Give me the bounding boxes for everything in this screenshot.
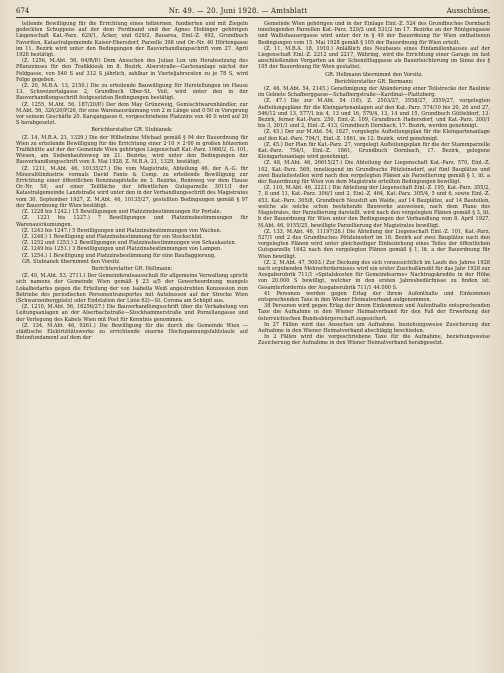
issue-line: Nr. 49. — 20. Juni 1928. — Amtsblatt xyxy=(168,7,308,15)
section-heading: GR. Hellmann übernimmt den Vorsitz. xyxy=(325,71,423,78)
paragraph: (Z. 1243 bis 1247.) 5 Bewilligungen und Platzzinsbestimmungen von Wachen. xyxy=(22,227,222,234)
paragraph: (Z. 2, M.Abt. 47, 5003.) Zur Deckung des sich voraussichtlich im Laufe des Jahres 1928 nach ergebenden Mehrerfordernisses wird ein erster Zuschußkredit für das Jahr 1928 zur Ausgabsrubrik 711/1 »Spitalskosten für Gemeindearme« Nachtragskredite in der Höhe von 20.000 S bewilligt, welcher in den ersten Jahresbedürfnisse zu finden ist: Gesamterfordernis der Ausgabsrubrik 711/1 44.000 S. xyxy=(258,259,490,291)
paragraph: (Z. 1254.) 1 Bewilligung und Platzzinsbestimmung für eine Bauflaggierung. xyxy=(22,252,216,259)
paragraph: (Z. 45.) Der Plan für Kat.-Parz. 27, vorgelegt Aufteilungsplan für die der Stammparzelle Kat.-Parz. 754/1, Einl.-Z. 1861, Grundbuch Dornbach, 17. Bezirk, gelegene Kleingartenanlage wird genehmigt. xyxy=(258,141,490,161)
paragraph: (Z. 1228 bis 1242.) 15 Bewilligungen und Platzzinsbestimmungen für Portale. xyxy=(22,209,222,216)
paragraph: In 27 Fällen wird das Ansuchen um Aufnahme, beziehungsweise Zusicherung der Aufnahme in den Wiener Heimatverband abschlägig beschieden. xyxy=(258,321,490,334)
paragraph: 41 Personen werden gegen Erlag der ihrem Aufenthalte und Einkommen entsprechenden Taxe in den Wiener Heimatverband aufgenommen. xyxy=(258,290,490,303)
page-number: 674 xyxy=(16,7,30,15)
paragraph: (Z. 20, M.B.A. 13, 2150.) Die zu erteilende Bauwilligung für Herstellungen im Hause 13. Schweizertalgasse 2, Grundbuch Ober-St. Veit, wird unter den in der Bauverhandlungsschrift festgesetzten Bedingungen bestätigt. xyxy=(16,83,248,102)
left-column xyxy=(16,21,248,671)
section-heading: Berichterstatter GR. Hellmann: xyxy=(91,265,173,272)
paragraph: (Z. 133, M.Abt. 46, 11197/26.) Die Abteilung der Liegenschaft Einl.-Z. 101, Kat.-Parz. 527/1 und 2 des Grundbuches Pötzleinsdorf im 18. Bezirk auf zwei Bauplätze nach den vorgelegten Plänen wird unter gleichzeitiger Einbeziehung eines Teiles der öffentlichen Gutsparzelle 1642 nach den vorgelegten Plänen gemäß § 1, lit. a der Bauordnung für Wien bewilligt. xyxy=(258,228,490,260)
paragraph: (Z. 134, M.Abt. 46, 9261.) Die Bewilligung für die durch die Gemeinde Wien — städtische Elektrizitätswerke zu errichtende eiserne Hochspannungsfahtslaule auf Betonfundament auf dem der xyxy=(16,322,248,342)
paragraph: (Z. 110, M.Abt. 46, 2221.) Die Abteilung der Liegenschaft Einl.-Z. 195, Kat.-Parz. 355/2, 7, 8 und 11, Kat.-Parz. 306/1 und 2, Einl.-Z. 464, Kat.-Parz. 305/4, 5 und 6, sowie Einl.-Z. 453, Kat.-Parz. 305/8, Grundbuch Neustift am Walde, auf 14 Bauplätze, auf 14 Bauteilen, welche als solche schon bestehende Bauwerke ausweisen, nach dem Plane des Magistrates, der Parzellierung darstellt, wird nach den vorgelegten Plänen gemäß § 3, lit. b der Bauordnung für Wien unter den Bedingungen der Verhandlung vom 8. April 1927, M.Abt. 46, 9155/25, bewilligte Parzellierung der Magistrates bewilligt. xyxy=(258,185,490,229)
paragraph: (Z. 1210, M.Abt. 56, 16256/27.) Die Bauverhandlungsschrift über die Verkabelung von Leitungsanlagen an der Alserbachstraße—Stockhammerstraße und Porzellangasse und der Verlegung des Kabels Wien mit Post für Kenntnis genommen. xyxy=(16,304,248,323)
paragraph: (Z. 40, M.Abt. 53, 2711.) Der Gemeinderatsausschuß für allgemeine Verwaltung spricht sich namens der Gemeinde Wien gemäß § 23 a/5 der Gewerbeordnung mangels Lokalbedarfes gegen die Erteilung der von Isabella Weiß angestrebten Konzession zum Betriebe des periodischen Personentransportes mit Autobussen auf der Strecke Wien (Schwarzenbergplatz) oder Endstation der Linie 62)—St. Corona am Schöpfl aus. xyxy=(16,273,248,304)
paragraph: (Z. 45.) Der zur M.Abt. 54, 1827, vorgelegte Aufteilungsplan für die Kleingartenanlage auf den Kat.-Parz. 704/1, Einl.-Z. 1861, im 12. Bezirk, wird genehmigt. xyxy=(258,129,490,142)
paragraph: (Z. 1211, M.Abt. 46, 10135/27.) Die vom Magistrate, Abteilung 46, der A.-G. für Mineralölindustrie vormals David Fanto & Comp. zu erteilende Bewilligung zur Errichtung einer öffentlichen Benzinzapfstelle im 3. Bezirke, Rennweg vor dem Hause Or.-Nr. 50, auf einer Teilfläche der öffentlichen Gutsparzelle 3011/1 der Katastralgemeinde Landstraße wird unter den in der Verhandlungsschrift des Magistrates vom 30. September 1927, Z. M.Abt. 46, 10135/27, gestellten Bedingungen gemäß § 97 der Bauordnung für Wien bestätigt. xyxy=(16,165,248,209)
paragraph: (Z. 1255, M.Abt. 56, 187/20/P.) Der dem May Grünzweig, Gemischtwarenhändler, zur M.Abt. 56, 326/20/P/26, für eine Warenausräumung von 2 m Länge und 0·50 m Vorsprung vor seinem Geschäfte 20. Karajangasse 6, vorgeschriebene Platzzins von 40 S wird auf 20 S herabgesetzt. xyxy=(16,101,248,127)
paragraph: (Z. 11, M.B.A. 18, 1910.) Anläßlich des Neubaues eines Einfamilienhauses auf der Liegenschaft Einl.-Z. 2212 und 2217, Währing, wird die Errichtung einer Garage im fast anschließenden Vorgarten an der Schenzlfluggasse als Bauerleichterung im Sinne des § 105 der Bauordnung für Wien gestattet. xyxy=(258,45,490,71)
paragraph: (Z. 1249 bis 1251.) 3 Bewilligungen und Platzzinsbestimmungen von Lampen. xyxy=(22,246,222,253)
text-columns xyxy=(16,21,490,671)
section-heading: Berichterstatter GR. Stubianek: xyxy=(91,127,173,134)
paragraph: (Z. 1256, M.Abt. 56, 64/R/P.) Dem Ansuchen des Julian Lux um Herabsetzung des Pflanzzinses für den Trafikkiosk im 8. Bezirk, Alserstraße—Gartenanlage nächst der Feldgasse, von 540 S auf 312 S jährlich, zahlbar in Vierteljahrsraten zu je 78 S, wird Folge gegeben. xyxy=(16,58,248,83)
paragraph: (Z. 1221 bis 1227.) 7 Bewilligungen und Platzzinsbestimmungen für Warenausräumungen. xyxy=(16,215,248,228)
paragraph: GR. Stubianek übernimmt den Vorsitz. xyxy=(22,258,121,265)
paragraph: (Z. 46, M.Abt. 54, 2145.) Genehmigung der Abänderung einer Teilstrecke der Baulinie im Gebiete Schafberggasse—Schafbergstraße—Kardinal—Plattzberg. xyxy=(258,86,490,99)
paragraph: (Z. 1248.) 1 Bewilligung und Platzzinsbestimmung für ein Steckschild. xyxy=(22,233,203,240)
paragraph: In 2 Fällen wird die vorgeschriebene Taxe für die Aufnahme, beziehungsweise Zusicherung der Aufnahme in den Wiener Heimatverband herabgesetzt. xyxy=(258,334,490,347)
section-title: Ausschüsse. xyxy=(446,7,490,15)
paragraph: (Z. 14, M.B.A. 21, 1329.) Die der Wilhelmine Michael gemäß § 94 der Bauordnung für Wien zu erteilende Bewilligung für die Errichtung einer 2·10 × 2·00 m großen hölzernen Trafikhütte auf der der Gemeinde Wien gehörigen Liegenschaft Kat.-Parz. 1066/2, G. 101, Wiesen, am Siebenhaufenweg im 21. Bezirke, wird unter den Bedingungen der Bauverhandlungsschrift vom 8. Mai 1928, Z. M.B.A. 21, 1329, bestätigt. xyxy=(16,134,248,166)
running-header xyxy=(16,6,490,18)
section-heading: Berichterstatter GR. Bermann: xyxy=(334,78,414,85)
paragraph: teilende Bewilligung für die Errichtung eines hölzernen, fundierten und mit Ziegeln gedeckten Schuppens auf der dem Ferdinand und der Agnes Hobinger gehörigen Liegenschaft Kat.-Parz. 629/1, Äcker, und 629/2, Bauarea, Einl.-Z. 492, Grundbuch Favoriten, Katastralgemeinde Kaiser-Ebersdorf, Parzelle 398 und Or.-Nr. 40 Hörtengasse im 11. Bezirk wird unter den Bedingungen der Bauverhandlungsschrift vom 27. April 1928 bestätigt. xyxy=(16,21,248,59)
paragraph: Gemeinde Wien gehörigen und in der Einlage Einl.-Z. 524 des Grundbuches Dornbach inneliegenden Parzellen Kat.-Parz. 529/2 und 531/2 im 17. Bezirke an der Röntgengasse und Wallishausergasse wird unter der in § 49 der Bauordnung für Wien enthaltenen Bedingungen vom 15. Mai 1928 gemäß § 105 der Bauordnung für Wien erteilt. xyxy=(258,21,490,46)
paragraph: (Z. 47.) Die zur M.Abt. 54 (18), Z. 2503/27, 3558/27, 3559/27, vorgelegten Aufteilungspläne für die Kleingartenanlagen auf den Kat.-Parz. 574/10 bis 20, 26 und 27, 546/12 und 13, 577/1 bis 4, 13 und 16, 579/4, 13, 14 und 15, Grundbuch Gütteldorf, 13. Bezirk, ferner Kat.-Parz. 250, Einl.-Z. 109, Grundbuch Hadersdorf, und Kat.-Parz. 300/1 bis 3, 301/1 und 2, Einl.-Z. 413, Grundbuch Dornbach, 17. Bezirk, werden genehmigt. xyxy=(258,98,490,130)
paragraph: (Z. 1252 und 1253.) 2 Bewilligungen und Platzzinsbestimmungen von Schaukasten. xyxy=(22,240,237,247)
paragraph: 38 Personen wird gegen Erlag der ihrem Einkommen und Aufenthalte entsprechenden Taxe die Aufnahme in den Wiener Heimatverband für den Fall der Erwerbung der österreichischen Bundesbürgerschaft zugesichert. xyxy=(258,303,490,322)
paragraph: (Z. 48, M.Abt. 46, 26615/27.) Die Abteilung der Liegenschaft Kat.-Parz. 570, Einl.-Z. 102, Kat.-Parz. 569, inneliegend im Grundbuche Pötzleinsdorf, auf fünf Bauplätze und zwei Bauteilsstellen wird nach den vorgelegten Plänen als Parzellierung gemäß § 1, lit. a der Bauordnung für Wien von dem Magistrate erteilten Bedingungen bewilligt. xyxy=(258,160,490,186)
right-column xyxy=(258,21,490,671)
